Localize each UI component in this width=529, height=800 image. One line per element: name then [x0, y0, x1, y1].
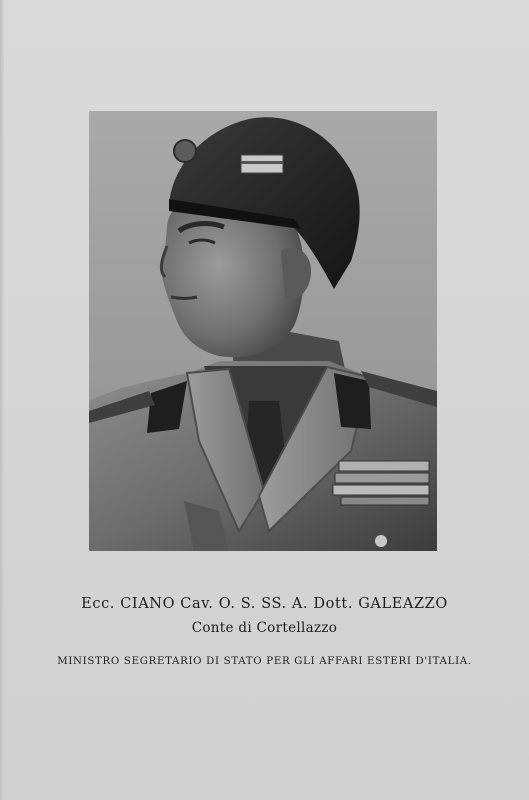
caption-noble-title: Conte di Cortellazzo [191, 620, 338, 636]
jacket-button [375, 535, 387, 547]
caption-office: MINISTRO SEGRETARIO DI STATO PER GLI AFFARI ESTERI D'ITALIA. [57, 656, 472, 667]
portrait-illustration [89, 111, 437, 551]
medal-ribbons [333, 461, 429, 505]
caption-name-title: Ecc. CIANO Cav. O. S. SS. A. Dott. GALEAZZO [81, 596, 448, 612]
cap-badge [174, 140, 196, 162]
mouth [171, 297, 197, 299]
portrait-photograph [89, 111, 437, 551]
page-edge [0, 0, 4, 800]
